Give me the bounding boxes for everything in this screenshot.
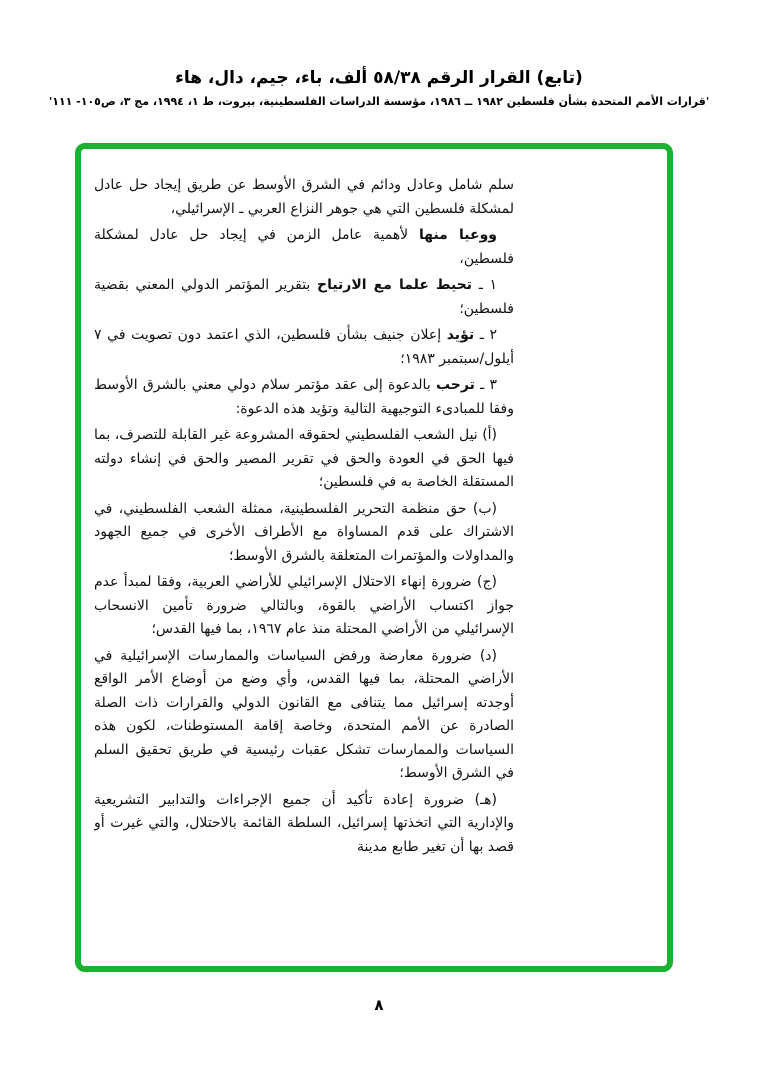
paragraph-bold-phrase: تؤيد [446, 327, 475, 343]
paragraph-lead: ١ ـ [472, 277, 497, 293]
paragraph [94, 645, 514, 786]
paragraph-bold-phrase: ووعيا منها [418, 227, 497, 243]
paragraph-text: ضرورة معارضة ورفض السياسات والممارسات الإسرائيلية في الأراضي المحتلة، بما فيها القدس، وأي وضع من أوضاع الأمر الواقع أوجدته إسرائيل مما يتنافى مع القانون الدولي والقرارات ذات الصلة الصادرة عن الأمم المتحدة، وخاصة إقامة المستوطنات، لكون هذه السياسات والممارسات تشكل عقبات رئيسية في طريق تحقيق السلم في الشرق الأوسط؛ [94, 647, 514, 781]
paragraph [94, 424, 514, 495]
paragraph [94, 498, 514, 569]
paragraph [94, 174, 514, 221]
paragraph-lead: ٣ ـ [474, 377, 497, 393]
paragraph [94, 224, 514, 271]
paragraph-bold-phrase: ترحب [435, 377, 475, 393]
paragraph-text: سلم شامل وعادل ودائم في الشرق الأوسط عن طريق إيجاد حل عادل لمشكلة فلسطين التي هي جوهر النزاع العربي ـ الإسرائيلي، [94, 177, 514, 217]
paragraph [94, 571, 514, 642]
paragraph-text: حق منظمة التحرير الفلسطينية، ممثلة الشعب الفلسطيني، في الاشتراك على قدم المساواة مع الأطراف الأخرى في جميع الجهود والمداولات والمؤتمرات المتعلقة بالشرق الأوسط؛ [94, 500, 514, 564]
paragraph [94, 324, 514, 371]
paragraph [94, 789, 514, 860]
paragraph-text: إعلان جنيف بشأن فلسطين، الذي اعتمد دون تصويت في ٧ أيلول/سبتمبر ١٩٨٣؛ [94, 327, 514, 367]
paragraph-lead: (أ) [477, 427, 498, 443]
resolution-title: (تابع) القرار الرقم ٥٨/٣٨ ألف، باء، جيم، دال، هاء [175, 68, 583, 88]
paragraph-lead: (د) [471, 647, 497, 664]
paragraph-text: لأهمية عامل الزمن في إيجاد حل عادل لمشكلة فلسطين، [94, 227, 514, 267]
paragraph-lead: ٢ ـ [474, 327, 497, 343]
paragraph [94, 374, 514, 421]
paragraph-text: ضرورة إنهاء الاحتلال الإسرائيلي للأراضي العربية، وفقا لمبدأ عدم جواز اكتساب الأراضي بالقوة، وبالتالي ضرورة تأمين الانسحاب الإسرائيلي من الأراضي المحتلة منذ عام ١٩٦٧، بما فيها القدس؛ [94, 574, 514, 637]
paragraph-lead: (ب) [466, 500, 497, 517]
paragraph-lead: (ج) [471, 574, 497, 590]
paragraph-text: بالدعوة إلى عقد مؤتمر سلام دولي معني بالشرق الأوسط وفقا للمبادىء التوجيهية التالية وتؤيد هذه الدعوة: [94, 377, 514, 417]
paragraph-text: نيل الشعب الفلسطيني لحقوقه المشروعة غير القابلة للتصرف، بما فيها الحق في العودة والحق في تقرير المصير والحق في إنشاء دولته المستقلة الخاصة به في فلسطين؛ [94, 427, 514, 490]
page-number: ٨ [374, 996, 384, 1014]
source-citation: 'قرارات الأمم المتحدة بشأن فلسطين ١٩٨٢ ــ ١٩٨٦، مؤسسة الدراسات الفلسطينية، بيروت، ط ١، ١٩٩٤، مج ٣، ص١٠٥- ١١١' [48, 95, 710, 108]
paragraph-text: ضرورة إعادة تأكيد أن جميع الإجراءات والتدابير التشريعية والإدارية التي اتخذتها إسرائيل، السلطة القائمة بالاحتلال، والتي غيرت أو قصد بها أن تغير طابع مدينة [94, 791, 514, 855]
paragraph-bold-phrase: تحيط علما مع الارتياح [316, 277, 473, 293]
paragraph-lead: (هـ) [464, 791, 498, 808]
resolution-body [94, 149, 590, 966]
paragraph-text: بتقرير المؤتمر الدولي المعني بقضية فلسطين؛ [94, 277, 514, 317]
paragraph [94, 274, 514, 321]
document-header [0, 68, 758, 108]
